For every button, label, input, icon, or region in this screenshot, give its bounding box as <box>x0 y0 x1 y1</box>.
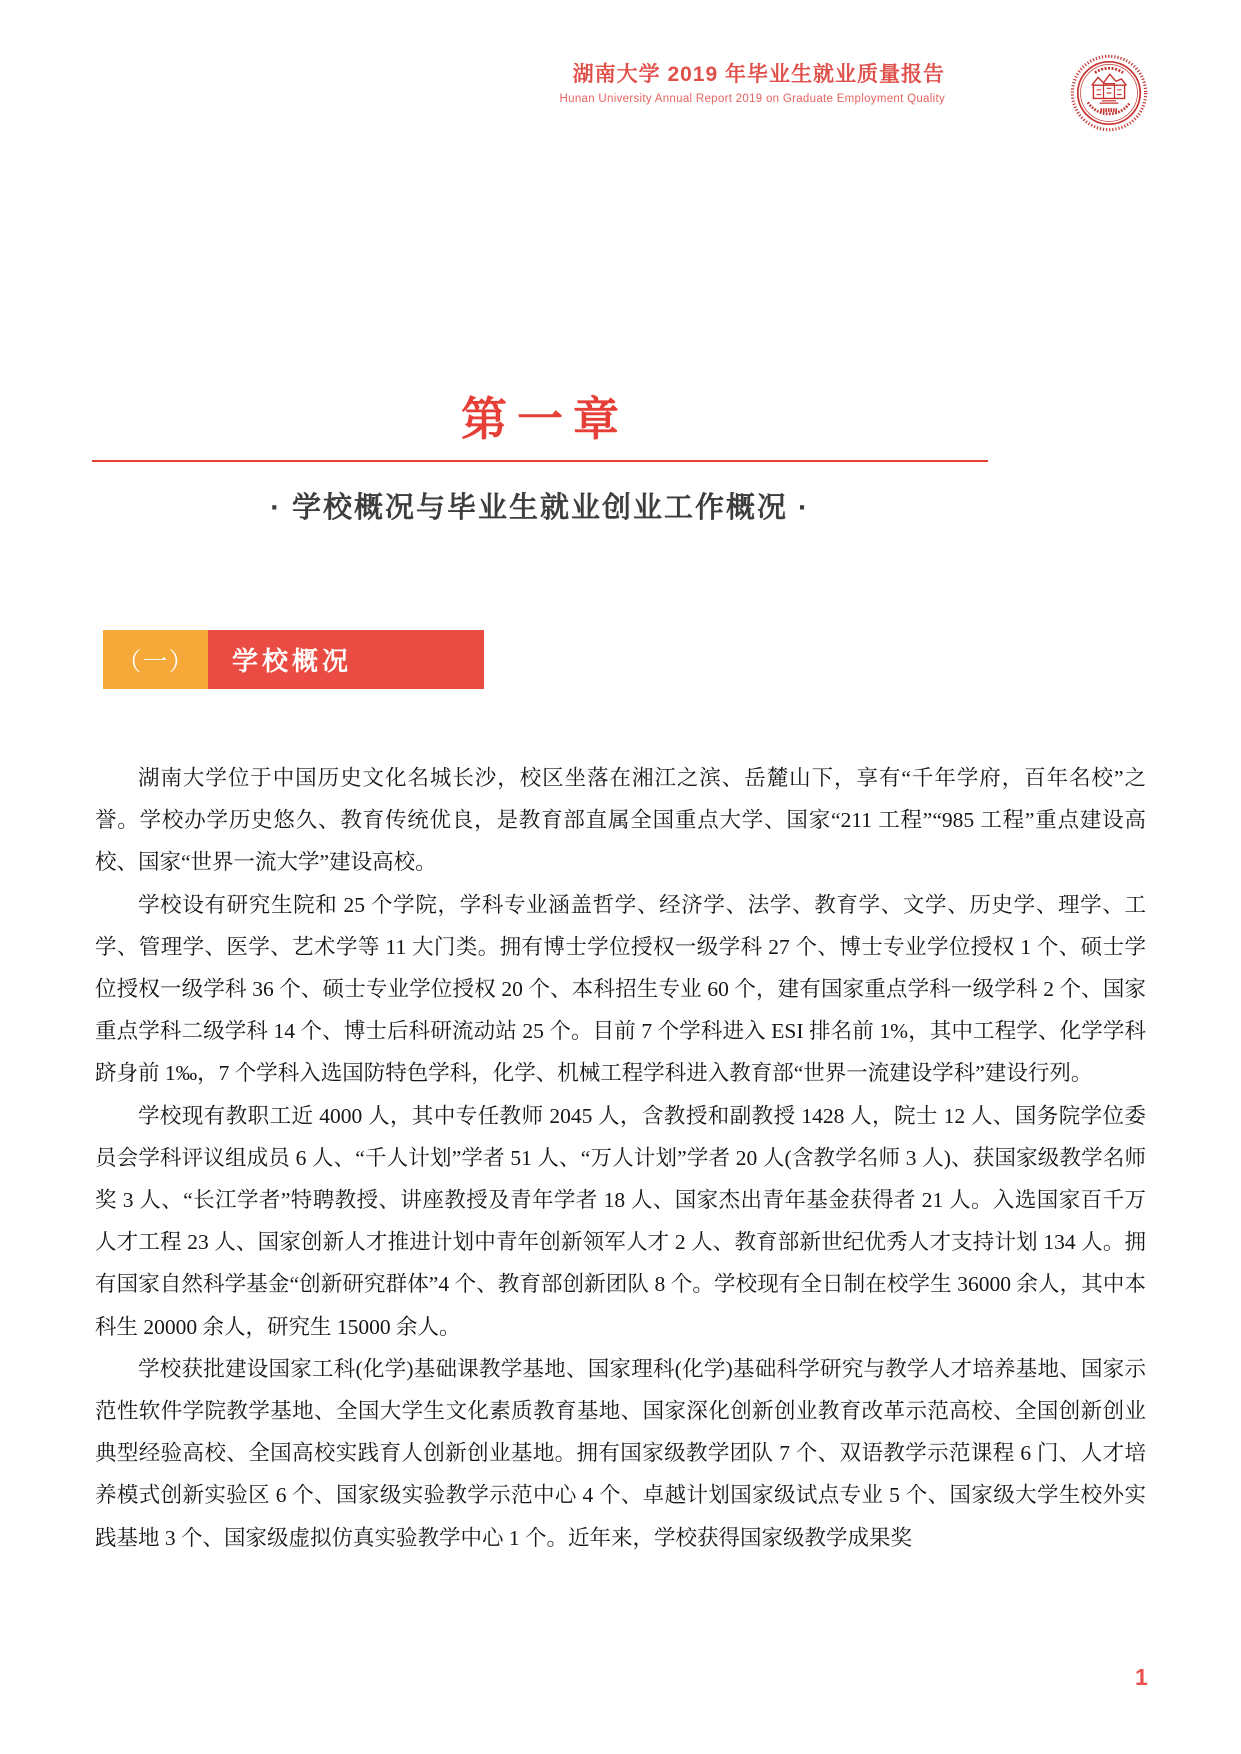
paragraph: 学校现有教职工近 4000 人，其中专任教师 2045 人，含教授和副教授 1428 人，院士 12 人、国务院学位委员会学科评议组成员 6 人、“千人计划”学者 51 人、“万人计划”学者 20 人(含教学名师 3 人)、获国家级教学名师奖 3 人、“长江学者”特聘教授、讲座教授及青年学者 18 人、国家杰出青年基金获得者 21 人。入选国家百千万人才工程 23 人、国家创新人才推进计划中青年创新领军人才 2 人、教育部新世纪优秀人才支持计划 134 人。拥有国家自然科学基金“创新研究群体”4 个、教育部创新团队 8 个。学校现有全日制在校学生 36000 余人，其中本科生 20000 余人，研究生 15000 余人。 <box>95 1103 1146 1339</box>
paragraph: 学校获批建设国家工科(化学)基础课教学基地、国家理科(化学)基础科学研究与教学人才培养基地、国家示范性软件学院教学基地、全国大学生文化素质教育基地、国家深化创新创业教育改革示范高校、全国创新创业典型经验高校、全国高校实践育人创新创业基地。拥有国家级教学团队 7 个、双语教学示范课程 6 门、人才培养模式创新实验区 6 个、国家级实验教学示范中心 4 个、卓越计划国家级试点专业 5 个、国家级大学生校外实践基地 3 个、国家级虚拟仿真实验教学中心 1 个。近年来，学校获得国家级教学成果奖 <box>95 1356 1146 1550</box>
chapter-divider-line <box>92 460 988 462</box>
body-paragraphs <box>95 757 1146 1559</box>
university-seal-svg <box>1070 53 1148 133</box>
paragraph: 学校设有研究生院和 25 个学院，学科专业涵盖哲学、经济学、法学、教育学、文学、历史学、理学、工学、管理学、医学、艺术学等 11 大门类。拥有博士学位授权一级学科 27 个、博士专业学位授权 1 个、硕士学位授权一级学科 36 个、硕士专业学位授权 20 个、本科招生专业 60 个，建有国家重点学科一级学科 2 个、国家重点学科二级学科 14 个、博士后科研流动站 25 个。目前 7 个学科进入 ESI 排名前 1%，其中工程学、化学学科跻身前 1‰，7 个学科入选国防特色学科，化学、机械工程学科进入教育部“世界一流建设学科”建设行列。 <box>95 892 1146 1086</box>
section-title-badge: 学校概况 <box>208 630 484 689</box>
university-seal-icon <box>1070 53 1148 133</box>
chapter-subtitle: · 学校概况与毕业生就业创业工作概况 · <box>270 492 810 524</box>
section-index-badge: （一） <box>103 630 208 689</box>
chapter-title: 第一章 <box>461 393 629 445</box>
paragraph: 湖南大学位于中国历史文化名城长沙，校区坐落在湘江之滨、岳麓山下，享有“千年学府，百年名校”之誉。学校办学历史悠久、教育传统优良，是教育部直属全国重点大学、国家“211 工程”“985 工程”重点建设高校、国家“世界一流大学”建设高校。 <box>95 766 1146 875</box>
section-badge <box>103 630 484 689</box>
report-title-zh: 湖南大学 2019 年毕业生就业质量报告 <box>572 63 945 86</box>
report-title-en: Hunan University Annual Report 2019 on Graduate Employment Quality <box>559 93 945 105</box>
page-number: 1 <box>1135 1664 1148 1690</box>
